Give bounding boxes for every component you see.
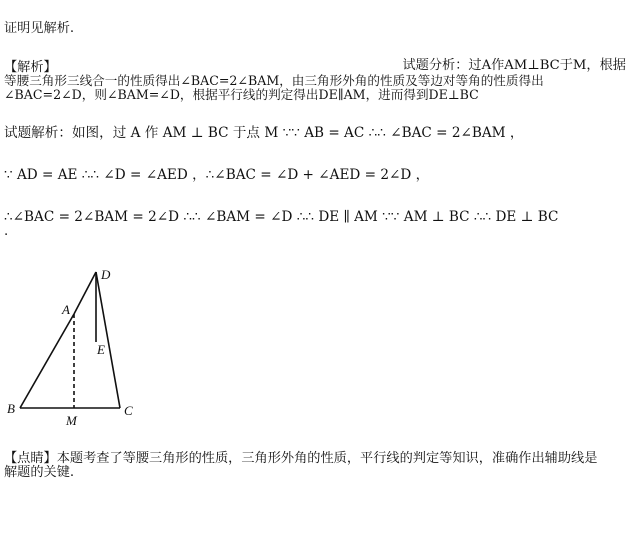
answer-line: 证明见解析. bbox=[4, 21, 75, 36]
segment-dc bbox=[96, 272, 120, 408]
comment-line-1: 【点睛】本题考查了等腰三角形的性质，三角形外角的性质，平行线的判定等知识，准确作出辅助线是 bbox=[4, 451, 598, 466]
point-label-b: B bbox=[7, 401, 15, 416]
solution-line-3: ∴∠BAC = 2∠BAM = 2∠D ∴∴ ∠BAM = ∠D ∴∴ DE ∥ AM ∵∵ AM ⊥ BC ∴∴ DE ⊥ BC bbox=[4, 209, 559, 225]
segment-ab bbox=[20, 314, 74, 408]
point-label-c: C bbox=[124, 403, 133, 418]
analysis-title: 试题分析：过A作AM⊥BC于M，根据 bbox=[402, 58, 626, 73]
comment-line-2: 解题的关键. bbox=[4, 465, 75, 480]
point-label-e: E bbox=[97, 342, 105, 357]
analysis-line-2: 等腰三角形三线合一的性质得出∠BAC=2∠BAM，由三角形外角的性质及等边对等角的性质得出 bbox=[4, 73, 544, 88]
analysis-header: 【解析】 bbox=[4, 60, 57, 75]
geometry-figure bbox=[0, 262, 160, 432]
segment-ad bbox=[74, 272, 96, 314]
point-label-m: M bbox=[66, 413, 77, 428]
analysis-line-3: ∠BAC=2∠D，则∠BAM=∠D，根据平行线的判定得出DE∥AM，进而得到DE⊥BC bbox=[4, 87, 479, 102]
point-label-a: A bbox=[62, 302, 70, 317]
solution-line-2: ∵ AD = AE ∴∴ ∠D = ∠AED ，∴∠BAC = ∠D + ∠AED = 2∠D ， bbox=[4, 167, 430, 183]
solution-line-4: . bbox=[4, 224, 9, 239]
point-label-d: D bbox=[101, 267, 111, 282]
solution-line-1: 试题解析：如图，过 A 作 AM ⊥ BC 于点 M ∵∵ AB = AC ∴∴ ∠BAC = 2∠BAM ， bbox=[4, 125, 524, 141]
